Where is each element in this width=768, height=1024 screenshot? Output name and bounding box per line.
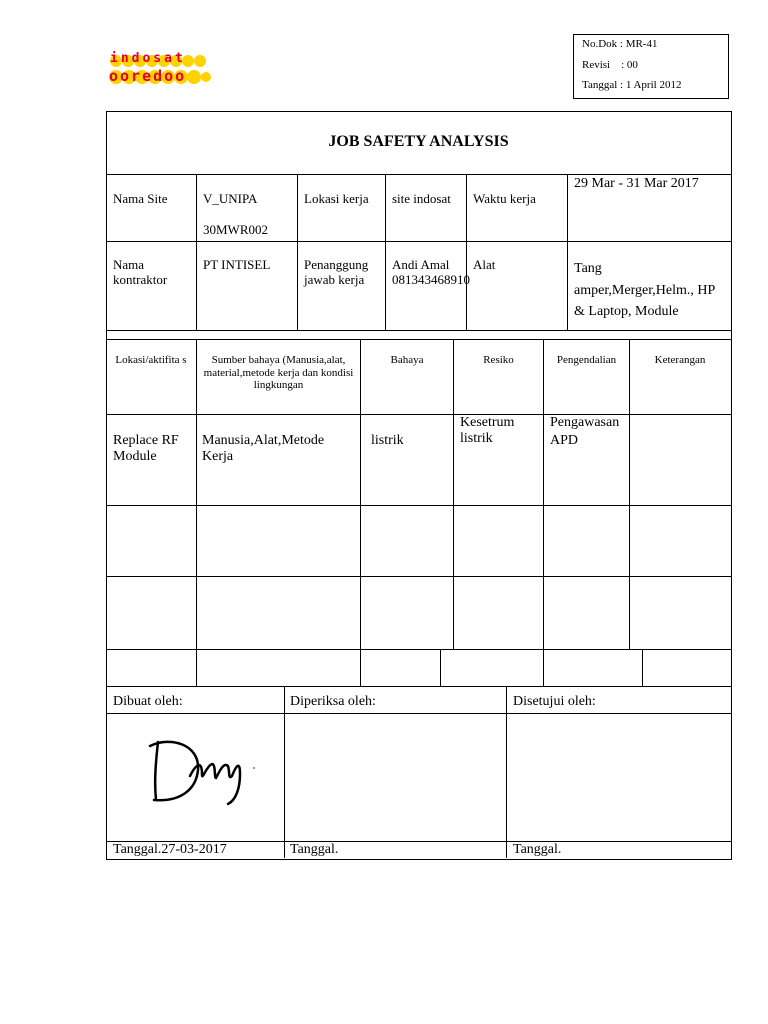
cell-pengendalian-1: Pengawasan [550, 415, 620, 430]
alat-label: Alat [473, 257, 496, 272]
nama-kontraktor-value: PT INTISEL [203, 257, 271, 272]
waktu-kerja-label: Waktu kerja [473, 191, 536, 206]
nama-kontraktor-label: Nama kontraktor [113, 257, 168, 287]
dibuat-oleh-label: Dibuat oleh: [113, 694, 183, 709]
site-id-value: 30MWR002 [203, 222, 268, 237]
nama-site-value: V_UNIPA [203, 191, 258, 206]
cell-sumber: Manusia,Alat,Metode Kerja [202, 433, 325, 465]
signature [140, 730, 260, 810]
doc-revision: Revisi : 00 [582, 59, 638, 71]
company-logo [108, 44, 212, 94]
tanggal-disetujui: Tanggal. [513, 842, 562, 857]
header-pengendalian: Pengendalian [556, 354, 617, 366]
penanggung-name: Andi Amal [392, 257, 450, 272]
waktu-kerja-value: 29 Mar - 31 Mar 2017 [574, 176, 699, 191]
cell-lokasi: Replace RF Module [113, 433, 179, 465]
header-bahaya: Bahaya [390, 354, 424, 366]
header-lokasi: Lokasi/aktifita s [115, 354, 187, 366]
header-sumber-bahaya: Sumber bahaya (Manusia,alat, material,metode kerja dan kondisi lingkungan [203, 354, 354, 392]
logo-line1: indosat [110, 51, 186, 66]
page-title: JOB SAFETY ANALYSIS [328, 133, 509, 150]
doc-date: Tanggal : 1 April 2012 [582, 79, 682, 91]
header-resiko: Resiko [483, 354, 514, 366]
logo-line2: ooredoo [109, 67, 187, 85]
nama-site-label: Nama Site [113, 191, 168, 206]
doc-number: No.Dok : MR-41 [582, 38, 658, 50]
tanggal-diperiksa: Tanggal. [290, 842, 339, 857]
tanggal-dibuat: Tanggal.27-03-2017 [113, 842, 227, 857]
cell-pengendalian-2: APD [550, 433, 579, 448]
diperiksa-oleh-label: Diperiksa oleh: [290, 694, 376, 709]
alat-value: Tang amper,Merger,Helm., HP & Laptop, Module [574, 261, 715, 320]
penanggung-label: Penanggung jawab kerja [304, 257, 369, 287]
header-keterangan: Keterangan [654, 354, 706, 366]
lokasi-kerja-value: site indosat [392, 191, 451, 206]
cell-resiko: Kesetrum listrik [460, 415, 515, 447]
penanggung-phone: 081343468910 [392, 272, 470, 287]
disetujui-oleh-label: Disetujui oleh: [513, 694, 596, 709]
lokasi-kerja-label: Lokasi kerja [304, 191, 369, 206]
cell-bahaya: listrik [371, 433, 404, 448]
